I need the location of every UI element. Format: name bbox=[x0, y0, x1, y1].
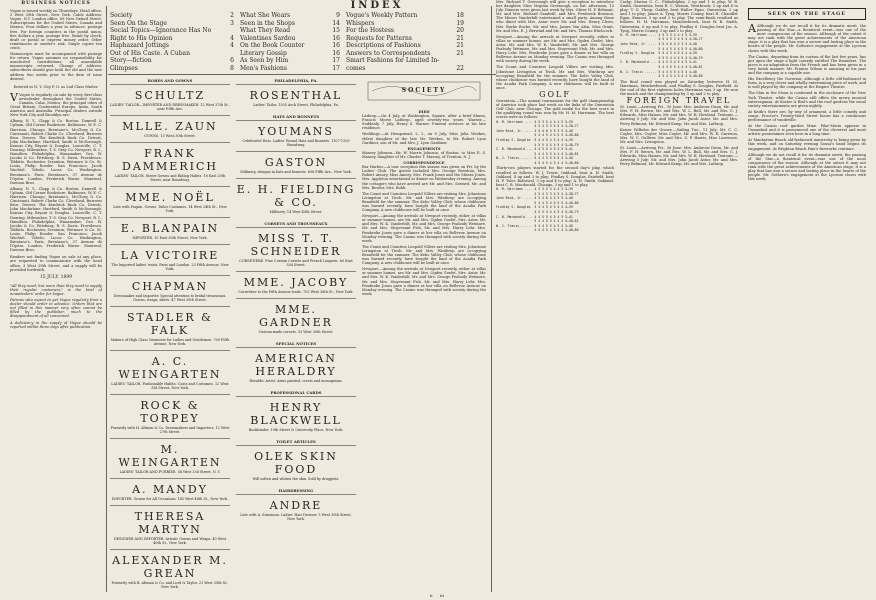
ad-details: IMPORTER. 10 East 30th Street, New York. bbox=[132, 236, 208, 240]
advertisement bbox=[110, 275, 230, 306]
advertisement bbox=[236, 494, 356, 525]
advertisement bbox=[110, 84, 230, 115]
ad-details: Millinery, designs in hats and bonnets. 608 Fifth Ave., New York. bbox=[240, 170, 352, 174]
ad-name: YOUMANS bbox=[258, 125, 334, 138]
ad-details: Corsetière to the Fifth Avenue trade. 705 West 36th St., New York. bbox=[238, 290, 354, 294]
index-entry-label: Seen in the Shops bbox=[240, 19, 295, 27]
index-entry-label: Valentines Sardou bbox=[240, 34, 296, 42]
advertisement bbox=[236, 445, 356, 485]
index-entry-page: 16 bbox=[332, 34, 340, 42]
index-entry-label: Right to His Opinion bbox=[110, 34, 173, 42]
golf-score-line: C. B. Macdonald ... 4 4 5 5 4 5 4 5 5—41 bbox=[496, 147, 573, 152]
ad-name: MLLE. ZAUN bbox=[122, 120, 218, 133]
advertisement bbox=[110, 244, 230, 275]
ad-name: MME. JACOBY bbox=[243, 276, 349, 289]
ad-name: SCHULTZ bbox=[134, 89, 206, 102]
seen-on-stage-column bbox=[748, 24, 866, 590]
advertisement bbox=[110, 394, 230, 438]
ad-name: MISS T. T. SCHNEIDER bbox=[250, 232, 342, 258]
agents-list: Albany, N. Y., Clapp & Co. Boston, Damrell & Upham, Old Corner Bookstore. Baltimore, W. E. C. Harrison. Chicago, Brentano's, McClurg & Co. Cincinnati, Robert Clarke Co. Cleveland, Burrows Bros. Denver, The Kendrick Book Co. Detroit, John Macfarlane. Hartford, Smith & McDonough. Kansas City, Bryant & Douglas. Louisville, C. T. Dearing. Milwaukee, T. S. Gray Co. Newport, R. I., Hamilton. Philadelphia, Wanamaker, Geo. W. Jacobs & Co. Pittsburg, R. S. Davis. Providence, Tibbitts. Rochester, Scranton, Wetmore & Co. St. Louis, Philip Roeder. San Francisco, Jacob Wachtel. Toledo, Lucas Co. Washington, Brentano's. Paris, Brentano's, 37 Avenue de l'Opéra. London, Frederick Warne. Montreal, Dawson Bros. bbox=[10, 119, 102, 185]
dealer-quote: "All they need, but more than they need to supply their regular customers," is the kind of newsdealers' order for Vogue. bbox=[10, 283, 102, 296]
ad-details: IMPORTER. Gowns for All Occasions. 142 West 46th St., New York. bbox=[111, 497, 229, 501]
ad-name: MME. NOËL bbox=[125, 191, 215, 204]
engagements-text: Massey Johnson—Mr. W. Morris Johnson, of Boston, to Miss E. S. Massey, daughter of Mr. Charles T. Massey, of Trenton, N. J. bbox=[362, 150, 486, 159]
kaiser-sailing-text: Kaiser Wilhelm der Grosse.—Sailing Tue., 11 July: Mr. C. C. Cuyler, Mrs. Cuyler, Miss Cuyler, Mr. and Mrs. W. R. Garrison, Mrs. W. C. Gulliver, Mr. and Mrs. G. P. Harris, Miss Lawrence, Mr. and Mrs. Livingston. bbox=[620, 127, 738, 144]
weddings-text: Weddings.—At Hempstead, L. I., on 8 July, Miss Julia Weekes, eldest daughter of the late Mr. Weekes, to Mr. Robert Lyon Gardiner, son of Mr. and Mrs. J. Lyon Gardiner. bbox=[362, 132, 486, 145]
ad-details: Late with A. Simonson. Ladies' Hair Dresser. 5 West 30th Street, New York. bbox=[240, 513, 352, 521]
stage-manhattan: At Manhattan Beach old-fashioned minstrelsy is being given by this week, and on Saturday evening Sousa's band begins its engagement. At Brighton Beach Pain's fireworks continue. bbox=[748, 138, 866, 151]
index-entry-page: 18 bbox=[456, 12, 464, 19]
business-notices-column bbox=[10, 0, 102, 590]
index-entry-label: As Seen by Him bbox=[240, 57, 289, 64]
ad-details: GOWNS. 15 West 30th Street. bbox=[144, 134, 196, 138]
society-notes: The Count and Countess Leopold Villers are visiting Mrs. Johnstone Livingston at Tivoli. Mr. and Mrs. Winthrop are occupying Beaufield for the summer. The Kebo Valley Club, whose clubhouse was burned recently, have bought the land of the Acadia Park Company. A new clubhouse will be built at once. bbox=[362, 191, 486, 213]
dealer-quote-2: Patrons who expect to get Vogue regularly from a dealer should order in advance. Orders that are not filled in this manner very often cannot be filled by the publisher, much to the disappointment of all concerned. bbox=[10, 298, 102, 319]
ad-name: ROCK & TORPEY bbox=[140, 399, 200, 425]
index-entry-label: Glimpses bbox=[110, 64, 138, 72]
foreign-travel-more: St. Louis.—Arriving Fri., 30 June: Mrs. Ambrose Dunn, Mr. and Mrs. F. H. Brown, Mr. and Mrs. W. L. Bull, Mr. and Mrs. C. J. Edwards, Miss Haines, Mr. and Mrs. W. H. Howland. Teutonic.—Arriving 5 July: Mr. and Mrs. John Jacob Astor, Mr. and Mrs. Perry Belmont, Mr. Edward Kemp, Mr. and Mrs. Lathrop. bbox=[620, 146, 738, 167]
index-heading: INDEX bbox=[350, 0, 404, 11]
golf-score-line: 4 5 4 5 3 4 5 4 4—38—77 bbox=[496, 124, 579, 129]
golf-score-line: 5 4 4 5 5 4 4 4 5—40—81 bbox=[620, 64, 703, 69]
stage-intro: A Although we do not recall it for its dramatic merit, the passing of the Star—a theatrical event—was one of the most conspicuous of the season. Although at the outset it may not rank with the great achievements of the American stage, it is a play that has won a secure and lasting place in the hearts of the people. Mr. Sothern's engagement at the Lyceum closes with this week. bbox=[748, 24, 866, 53]
ad-name: STADLER & FALK bbox=[127, 311, 213, 337]
golf-score-line: 5 4 4 5 4 4 5 5 4—40—80 bbox=[496, 133, 579, 138]
seen-on-stage-heading: SEEN ON THE STAGE bbox=[748, 8, 866, 20]
advertisement bbox=[236, 120, 356, 151]
index-entry-label: Story—fiction bbox=[110, 57, 152, 64]
ad-name: E. BLANPAIN bbox=[120, 222, 220, 235]
ad-name: CHAPMAN bbox=[131, 280, 209, 293]
ad-details: Custom-made corsets. 33 West 30th Street. bbox=[258, 330, 334, 334]
golf-continued: Cashy; Marion C. C., Philadelphia, 2 up and 1 to play; W. B. Smith, Onwentsia, beat R. C. Watson, Westbrook, 5 up and 4 to play; T. G. Thorp, Oakley, beat Walter Egan, Onwentsia, 2 up and 1 to play; James A. Tyng, Morris County, beat H. Chandler Egan, Exmoor, 3 up and 2 to play. The semi-finals resulted as follows: H. M. Harriman, Meadowbrook, beat W. B. Smith, Onwentsia, 6 up and 5 to play. Findlay S. Douglas beat Jas. A. Tyng, Morris County, 3 up and 2 to play. bbox=[620, 0, 738, 33]
index-entry-page: 22 bbox=[456, 64, 464, 72]
index-rule bbox=[108, 74, 496, 75]
ad-details: LADIES' TAILOR AND FURRIER. 54 West 33d Street, N. Y. bbox=[119, 470, 221, 474]
golf-score-line: 4 5 5 4 4 4 5 4 5—40—79 bbox=[496, 142, 579, 147]
golf-score-line: 5 4 4 5 5 4 4 4 5—40—81 bbox=[496, 219, 579, 224]
agents-intro: V Vogue is regularly on sale by every first-class newsdealer throughout the United States, Canada, Cuba, Mexico, the principal cities of Great Britain, Continental Europe, India, South America and Australia. Principal dealers outside New York City and Brooklyn are: bbox=[10, 90, 102, 118]
ad-name: OLEK SKIN FOOD bbox=[254, 450, 338, 476]
index-entry bbox=[240, 42, 340, 50]
ad-details: Celebrated Hats. Ladies' Round Hats and Bonnets. 1107-1109 Broadway. bbox=[242, 139, 350, 147]
foreign-travel-text: St. Louis.—Arriving Fri., 30 June: Mrs. Ambrose Dunn, Mr. and Mrs. F. H. Brown, Mr. and Mrs. W. L. Bull, Mr. and Mrs. C. J. Edwards, Miss Haines, Mr. and Mrs. W. H. Howland. Teutonic.—Arriving 5 July: Mr. and Mrs. John Jacob Astor, Mr. and Mrs. Perry Belmont, Mr. Edward Kemp, Mr. and Mrs. Lathrop. bbox=[620, 105, 738, 126]
business-notice-text-2: Manuscripts must be accompanied with postage for return. Vogue assumes no responsibility for unsolicited contributions; all unavailable manuscripts returned. Change of address: subscribers should give both the old and the new address two weeks prior to the date of issue desired. bbox=[10, 52, 102, 81]
ads-section-philadelphia: PHILADELPHIA, PA. bbox=[274, 78, 318, 83]
index-entry-label: Vogue's Weekly Pattern bbox=[346, 12, 418, 19]
golf-score-line: 4 5 5 4 4 4 5 4 5—40—79 bbox=[620, 55, 703, 60]
index-entry bbox=[240, 27, 340, 35]
index-entry bbox=[110, 35, 234, 43]
golf-score-line: C. B. Macdonald ... 4 4 5 5 4 5 4 5 5—41 bbox=[620, 60, 697, 65]
died-notices: Lathrop.—On 4 July, at Washington, Square, after a brief illness, Francis Morse Lathrop, aged seventy-two years. Warner.—Suddenly, 7 July, Henry S. Warner. Funeral services at his late residence. bbox=[362, 114, 486, 131]
golf-score-line: W. J. Travis ...... 5 4 4 5 5 4 5 4 4—40 bbox=[620, 69, 697, 74]
index-entry-page: 17 bbox=[332, 64, 340, 72]
column-rule bbox=[106, 6, 107, 592]
index-entry-label: Social Topics—Ignorance Has No bbox=[110, 27, 212, 34]
engagements-heading: ENGAGEMENTS bbox=[407, 146, 441, 151]
golf-score-line: 4 5 4 5 3 4 5 4 4—38—77 bbox=[496, 191, 579, 196]
ad-name: MME. GARDNER bbox=[259, 303, 333, 329]
advertisement bbox=[110, 505, 230, 549]
issue-date: 15 JULY, 1899 bbox=[39, 274, 73, 280]
ad-name: LA VICTOIRE bbox=[120, 249, 220, 262]
index-entry-page: 17 bbox=[332, 57, 340, 64]
ads-section-heading: HAIRDRESSING bbox=[278, 488, 314, 493]
golf-score-line: 5 4 4 5 4 4 5 5 4—40—80 bbox=[620, 46, 703, 51]
golf-score-line: 4 5 4 5 3 4 5 4 4—38—77 bbox=[620, 37, 703, 42]
ad-details: DESIGNER AND IMPORTER. Artistic Gowns and Wraps. 40 West 40th St., New York. bbox=[113, 537, 227, 545]
golf-score-line: H. M. Harriman .... 4 5 3 5 4 4 4 5 5—39 bbox=[496, 186, 573, 191]
advertisement bbox=[110, 478, 230, 505]
golf-score-line: 4 5 4 5 4 5 4 4 5—40—80 bbox=[496, 160, 579, 165]
social-text-more: Newport.—Among the arrivals at Newport recently, either at villas or summer homes, are Mr. and Mrs. Ogden Goelet, Mrs. Astor, Mr. and Mrs. W. K. Vanderbilt, Mr. and Mrs. George Peabody Wetmore, Mr. and Mrs. Stuyvesant Fish, Mr. and Mrs. Harry Lehr. Mrs. Pembroke Jones gave a dinner at her villa on Bellevue Avenue on Monday evening. The Casino was thronged with society during the week. bbox=[496, 34, 614, 64]
index-entry-page: 3 bbox=[230, 19, 234, 27]
ad-details: LADIES' TAILOR. Street Gowns and Riding Habits. 18 East 20th Street, near Broadway. bbox=[114, 174, 226, 182]
ad-details: Formerly with H. Altman & Co. Dressmakers and Importers. 12 West 27th Street. bbox=[110, 426, 230, 434]
ads-section-heading: PROFESSIONAL CARDS bbox=[270, 390, 322, 395]
index-entry-label: What They Read bbox=[240, 27, 291, 34]
index-entry bbox=[346, 27, 464, 35]
index-entry-label: Smart Fashions for Limited In- bbox=[346, 57, 440, 64]
ads-section-robes: ROBES AND GOWNS bbox=[147, 78, 193, 83]
index-entry-page: 4 bbox=[230, 42, 234, 49]
page-number-left: ii bbox=[430, 593, 433, 598]
ads-section-heading: HATS AND BONNETS bbox=[272, 114, 320, 119]
stage-governor: His Excellency the Governor, although a little old-fashioned in form, is a very clever and wholly entertaining piece of work, and is well played by the company at the Empire Theatre. bbox=[748, 77, 866, 90]
index-entry-page: 21 bbox=[456, 42, 464, 49]
index-entry bbox=[110, 65, 234, 73]
advertisement bbox=[236, 271, 356, 298]
index-entry-label: Seen On the Stage bbox=[110, 19, 167, 27]
ad-details: CORSETIÈRE. Fine Custom Corsets and French Lingerie. 60 East 33d Street. bbox=[239, 259, 353, 267]
golf-score-line: 4 5 4 5 4 5 4 4 5—40—80 bbox=[496, 228, 579, 233]
page-number-right: iii bbox=[440, 593, 444, 598]
correspondence-text: Bar Harbor.—A tour reception this season was given on Fri. by the Ladies' Club. The guests included Mrs. George Bowdoin, Mrs. Robert Amory, Miss Amory, Mrs. Frank Jones and the Misses Jones. Mrs. Appleton entertained at dinner on Wednesday evening. Among the cottagers who have arrived are Mr. and Mrs. Seward, Mr. and Mrs. Bowler, Mrs. Robb. bbox=[362, 165, 486, 190]
index-entry-page: 14 bbox=[332, 19, 340, 27]
readers-notice: Readers not finding Vogue on sale at any place, are requested to communicate with the head office, 3 West 29th Street, and a supply will be provided forthwith. bbox=[10, 255, 102, 272]
ad-name: AMERICAN HERALDRY bbox=[255, 352, 337, 378]
advertisement bbox=[110, 186, 230, 217]
index-entry-label: comes bbox=[346, 64, 366, 72]
dealer-quote-3: A deficiency in the supply of Vogue should be reported within three days after publication. bbox=[10, 320, 102, 329]
index-column-2 bbox=[240, 12, 340, 72]
foreign-travel-heading: FOREIGN TRAVEL bbox=[626, 96, 732, 106]
ad-details: Makers of High Class Garments for Ladies and Gentlemen. 709 Fifth Avenue, New York. bbox=[110, 338, 230, 346]
index-entry bbox=[110, 57, 234, 65]
golf-scores-2 bbox=[496, 188, 614, 233]
entered-notice: Entered at N. Y. City P. O. as 2nd Class Matter. bbox=[13, 84, 99, 89]
stage-roof-garden: At the Casino roof garden Mme. Pilar-Morin appears in Unmasked and it is pronounced one of the cleverest and most artistic pantomimes seen here in a long time. bbox=[748, 124, 866, 137]
ad-details: Ladies' Tailor. 1305 Arch Street, Philadelphia, Pa. bbox=[253, 103, 339, 107]
index-entry bbox=[346, 57, 464, 65]
advertisement bbox=[110, 115, 230, 142]
ad-name: HENRY BLACKWELL bbox=[250, 401, 342, 427]
business-notice-text: Vogue is issued weekly on Thursdays. Head office, 3 West 29th Street, New York. Cable Address: Vogue, N.Y. London office, 69 New Oxford Street. Subscriptions for the United States, Canada and Mexico, Four dollars a year in advance, postage free. For foreign countries in the postal union, five dollars a year, postage free. Remit by check, draft or postal or express money order. Other remittances at sender's risk. Single copies ten cents. bbox=[10, 9, 102, 50]
index-entry-label: For the Hostess bbox=[346, 27, 394, 34]
social-text-notes: The Count and Countess Leopold Villers are visiting Mrs. Johnstone Livingston at Tivoli. Mr. and Mrs. Winthrop are occupying Beaufield for the summer. The Kebo Valley Club, whose clubhouse was burned recently, have bought the land of the Acadia Park Company. A new clubhouse will be built at once. bbox=[496, 65, 614, 90]
index-entry-label: Answers to Correspondents bbox=[346, 49, 431, 57]
golf-score-line: 4 5 5 4 4 4 5 4 5—40—79 bbox=[496, 209, 579, 214]
stage-keith: At Keith's there are, by way of ornament, a little comedy and songs. Proctor's Twenty-third Street house has a continuous performance of vaudeville. bbox=[748, 109, 866, 122]
index-entry-page: 21 bbox=[456, 34, 464, 42]
correspondence-heading: CORRESPONDENCE bbox=[403, 161, 445, 166]
index-entry bbox=[240, 35, 340, 43]
advertisement bbox=[236, 298, 356, 338]
golf-text: Oswentsia.—The annual tournament for the golf championship of America took place last week on the links of the Onwentsia Golf Club, near Chicago. The gold medal for the best score in the qualifying round was won by Mr. H. M. Harriman. The best scores were as follows: bbox=[496, 99, 614, 120]
index-entry-page: 20 bbox=[456, 27, 464, 34]
advertisement bbox=[236, 178, 356, 218]
ad-details: Heraldic Artist. Arms painted, crests and monograms. bbox=[249, 379, 343, 383]
ad-details: Dressmaker and Importer. Special attention to bridal trousseaux. Gowns, wraps, skirts. 47 West 35th Street. bbox=[113, 294, 227, 302]
ad-details: Late with Paquin. Gowns, Tailor Costumes. 14 West 24th St., New York. bbox=[113, 205, 227, 213]
ads-column-b bbox=[236, 84, 356, 596]
index-entry bbox=[110, 12, 234, 20]
ad-name: GASTON bbox=[264, 156, 328, 169]
index-entry bbox=[346, 50, 464, 58]
index-entry bbox=[346, 20, 464, 28]
golf-score-line: 4 5 4 5 4 5 4 4 5—40—80 bbox=[620, 74, 703, 79]
ad-name: THERESA MARTYN bbox=[134, 510, 206, 536]
index-entry-label: What She Wears bbox=[240, 12, 291, 19]
index-entry-page: 16 bbox=[332, 49, 340, 57]
right-column-1 bbox=[496, 0, 614, 590]
index-entry-label: Descriptions of Fashions bbox=[346, 42, 421, 49]
golf-results: Thirty-two players started for the second day's play, which resulted as follows: W. J. Travis, Oakland, beat A. H. Smith, Oakland, 4 up and 3 to play; Findlay S. Douglas, Fairfield, beat H. P. Toler, Baltusrol, 5 up and 4 to play; A. H. Smith, Oakland, beat C. B. Macdonald, Chicago, 3 up and 1 to play. bbox=[496, 166, 614, 187]
golf-score-line: Findlay S. Douglas 5 4 4 5 4 5 4 4 4—39 bbox=[620, 51, 697, 56]
index-entry bbox=[346, 65, 464, 73]
index-entry-label: Haphazard Jottings bbox=[110, 42, 169, 49]
index-entry-page: 16 bbox=[332, 42, 340, 49]
ad-name: E. H. FIELDING & CO. bbox=[236, 183, 356, 209]
golf-final: The final round was played on Saturday between H. M. Harriman, Meadowbrook, and Findlay S. Douglas, Fairfield. At the end of the first eighteen holes Harriman was 3 up. He won the match and the championship by 3 up and 2 to play. bbox=[620, 79, 738, 96]
index-entry bbox=[346, 42, 464, 50]
society-banner bbox=[362, 78, 486, 104]
index-entry bbox=[110, 20, 234, 28]
golf-score-line: Findlay S. Douglas 5 4 4 5 4 5 4 4 4—39 bbox=[496, 137, 573, 142]
index-entry-label: Whispers bbox=[346, 19, 375, 27]
ad-details: LADIES' TAILOR—IMPORTER AND DRESSMAKER. 12 West 37th St., near Fifth Ave. bbox=[110, 103, 230, 111]
index-entry-page: 2 bbox=[230, 12, 234, 19]
stage-man-in-moon: The Man in the Moon is continued in the enclosure of the New York Theatre, while the Casino still offers the merry musical extravaganza. At Koster & Bial's and the roof gardens the usual variety entertainments are given nightly. bbox=[748, 91, 866, 108]
golf-score-line: John Reid, Jr. .... 4 5 4 6 4 5 3 5 4—40 bbox=[496, 128, 573, 133]
index-entry-label: On the Book Counter bbox=[240, 42, 305, 49]
index-entry-label: Literary Gossip bbox=[240, 49, 287, 57]
ad-name: M. WEINGARTEN bbox=[118, 443, 222, 469]
ads-column-a bbox=[110, 84, 230, 596]
ad-details: Bookbinder. 10th Street & University Place, New York. bbox=[248, 428, 344, 432]
golf-score-line: 5 4 4 5 4 4 5 5 4—40—80 bbox=[496, 200, 579, 205]
index-entry bbox=[110, 27, 234, 35]
ad-details: The Imported ladies' waist. Paris and London. 23 Fifth Avenue, New York. bbox=[111, 263, 229, 271]
index-entry-page: 9 bbox=[336, 12, 340, 19]
index-entry-label: Requests for Patterns bbox=[346, 34, 412, 42]
gutter-rule bbox=[491, 6, 492, 592]
index-entry bbox=[110, 42, 234, 50]
index-entry-page: 21 bbox=[456, 49, 464, 57]
stage-intro-repeat: Although we do not recall it for its dramatic merit, the passing of the Star—a theatrical event—was one of the most conspicuous of the season. Although at the outset it may not rank with the great achievements of the American stage, it is a play that has won a secure and lasting place in the hearts of the people. Mr. Sothern's engagement at the Lyceum closes with this week. bbox=[748, 152, 866, 182]
ad-name: A. MANDY bbox=[132, 483, 208, 496]
golf-score-line: Findlay S. Douglas 5 4 4 5 4 5 4 4 4—39 bbox=[496, 205, 573, 210]
ads-section-heading: TOILET ARTICLES bbox=[276, 439, 316, 444]
social-text: Mrs. Richard T. Greenough will give a reception to introduce her daughter, Miss Virginia Greenough, on Sat. afternoon, 15 July. Dinners were given last week by Mrs. Oliver H. P. Belmont, Mr. and Mrs. Richard Gambrill, and Mrs. Frederick Bronson. The Misses Vanderbilt entertained a small party. Among those who dined with Mrs. Astor were Mr. and Mrs. Henry Clews, Mrs. Burke Roche, Mr. and Mrs. James Van Alen, Miss Grant, Mr. and Mrs. E. J. Berwind and Mr. and Mrs. Thomas Hitchcock. bbox=[496, 0, 614, 33]
golf-score-line: C. B. Macdonald ... 4 4 5 5 4 5 4 5 5—41 bbox=[496, 214, 573, 219]
advertisement bbox=[110, 217, 230, 244]
agents-list-continued: Albany, N. Y., Clapp & Co. Boston, Damrell & Upham, Old Corner Bookstore. Baltimore, W. E. C. Harrison. Chicago, Brentano's, McClurg & Co. Cincinnati, Robert Clarke Co. Cleveland, Burrows Bros. Denver, The Kendrick Book Co. Detroit, John Macfarlane. Hartford, Smith & McDonough. Kansas City, Bryant & Douglas. Louisville, C. T. Dearing. Milwaukee, T. S. Gray Co. Newport, R. I., Hamilton. Philadelphia, Wanamaker, Geo. W. Jacobs & Co. Pittsburg, R. S. Davis. Providence, Tibbitts. Rochester, Scranton, Wetmore & Co. St. Louis, Philip Roeder. San Francisco, Jacob Wachtel. Toledo, Lucas Co. Washington, Brentano's. Paris, Brentano's, 37 Avenue de l'Opéra. London, Frederick Warne. Montreal, Dawson Bros. bbox=[10, 186, 102, 253]
advertisement bbox=[110, 142, 230, 186]
ad-name: ANDRE bbox=[269, 499, 323, 512]
ads-section-heading: CORSETS AND TROUSSEAUX bbox=[264, 221, 328, 226]
golf-score-line: John Reid, Jr. .... 4 5 4 6 4 5 3 5 4—40 bbox=[496, 196, 573, 201]
ad-name: ROSENTHAL bbox=[249, 89, 343, 102]
ad-details: LADIES' TAILOR. Fashionable Habits, Coats and Costumes. 12 West 33d Street, New York. bbox=[111, 382, 229, 390]
index-entry-label: Men's Fashions bbox=[240, 64, 287, 72]
advertisement bbox=[110, 306, 230, 350]
index-entry bbox=[240, 12, 340, 20]
index-column-3 bbox=[346, 12, 464, 72]
advertisement bbox=[236, 151, 356, 178]
society-column bbox=[362, 108, 486, 592]
golf-score-line: 5 4 4 5 5 4 4 4 5—40—81 bbox=[496, 151, 579, 156]
index-entry-page: 4 bbox=[230, 34, 234, 42]
ad-details: Will soften and whiten the skin. Sold by druggists. bbox=[252, 477, 340, 481]
ad-name: A. C. WEINGARTEN bbox=[118, 355, 222, 381]
index-entry bbox=[346, 12, 464, 20]
index-entry-page: 8 bbox=[230, 64, 234, 72]
golf-score-line: John Reid, Jr. .... 4 5 4 6 4 5 3 5 4—40 bbox=[620, 41, 697, 46]
golf-score-line: W. J. Travis ...... 5 4 4 5 5 4 5 4 4—40 bbox=[496, 223, 573, 228]
index-entry bbox=[240, 20, 340, 28]
society-heading: SOCIETY bbox=[401, 87, 447, 94]
advertisement bbox=[110, 350, 230, 394]
ad-details: Millinery. 14 West 40th Street. bbox=[269, 210, 323, 214]
society-newport-repeat: Newport.—Among the arrivals at Newport recently, either at villas or summer homes, are Mr. and Mrs. Ogden Goelet, Mrs. Astor, Mr. and Mrs. W. K. Vanderbilt, Mr. and Mrs. George Peabody Wetmore, Mr. and Mrs. Stuyvesant Fish, Mr. and Mrs. Harry Lehr. Mrs. Pembroke Jones gave a dinner at her villa on Bellevue Avenue on Monday evening. The Casino was thronged with society during the week. bbox=[362, 267, 486, 296]
index-entry bbox=[240, 50, 340, 58]
index-entry-label: Out of His Caste. A Cuban bbox=[110, 49, 190, 57]
stage-casino: The Casino, departing from its custom of the last few years, has put upon the stage a light comedy entitled The Rounders. The piece is an adaptation from the French and has been given in a very lavish manner. Mr. Francis Wilson is amusing in his part and the company is a capable one. bbox=[748, 54, 866, 76]
right-column-2 bbox=[620, 0, 738, 590]
advertisement bbox=[110, 438, 230, 478]
advertisement bbox=[236, 84, 356, 111]
society-newport: Newport.—Among the arrivals at Newport recently, either at villas or summer homes, are Mr. and Mrs. Ogden Goelet, Mrs. Astor, Mr. and Mrs. W. K. Vanderbilt, Mr. and Mrs. George Peabody Wetmore, Mr. and Mrs. Stuyvesant Fish, Mr. and Mrs. Harry Lehr. Mrs. Pembroke Jones gave a dinner at her villa on Bellevue Avenue on Monday evening. The Casino was thronged with society during the week. bbox=[362, 214, 486, 243]
index-entry bbox=[240, 57, 340, 65]
index-entry bbox=[110, 50, 234, 58]
golf-scores-3 bbox=[620, 34, 738, 79]
index-entry-label: Society bbox=[110, 12, 133, 19]
index-entry-page: 15 bbox=[332, 27, 340, 34]
advertisement bbox=[236, 347, 356, 387]
golf-scores bbox=[496, 121, 614, 166]
index-entry bbox=[240, 65, 340, 73]
index-entry-page: 6 bbox=[230, 57, 234, 64]
business-notices-heading: BUSINESS NOTICES bbox=[21, 1, 91, 6]
golf-score-line: W. J. Travis ...... 5 4 4 5 5 4 5 4 4—40 bbox=[496, 156, 573, 161]
golf-score-line: H. M. Harriman .... 4 5 3 5 4 4 4 5 5—39 bbox=[496, 119, 573, 124]
died-heading: DIED bbox=[418, 110, 430, 114]
advertisement bbox=[236, 396, 356, 436]
ad-name: FRANK DAMMERICH bbox=[122, 147, 218, 173]
advertisement bbox=[110, 549, 230, 593]
index-entry bbox=[346, 35, 464, 43]
golf-score-line: H. M. Harriman .... 4 5 3 5 4 4 4 5 5—39 bbox=[620, 32, 697, 37]
ads-section-heading: SPECIAL NOTICES bbox=[275, 341, 317, 346]
ad-name: ALEXANDER M. GREAN bbox=[112, 554, 228, 580]
index-entry-page: 19 bbox=[456, 19, 464, 27]
society-notes-repeat: The Count and Countess Leopold Villers are visiting Mrs. Johnstone Livingston at Tivoli. Mr. and Mrs. Winthrop are occupying Beaufield for the summer. The Kebo Valley Club, whose clubhouse was burned recently, have bought the land of the Acadia Park Company. A new clubhouse will be built at once. bbox=[362, 244, 486, 266]
ad-details: Formerly with B. Altman & Co. and Lord & Taylor. 21 West 35th St., New York. bbox=[111, 581, 229, 589]
advertisement bbox=[236, 227, 356, 271]
golf-heading: GOLF bbox=[539, 89, 571, 99]
index-column-1 bbox=[110, 12, 234, 72]
